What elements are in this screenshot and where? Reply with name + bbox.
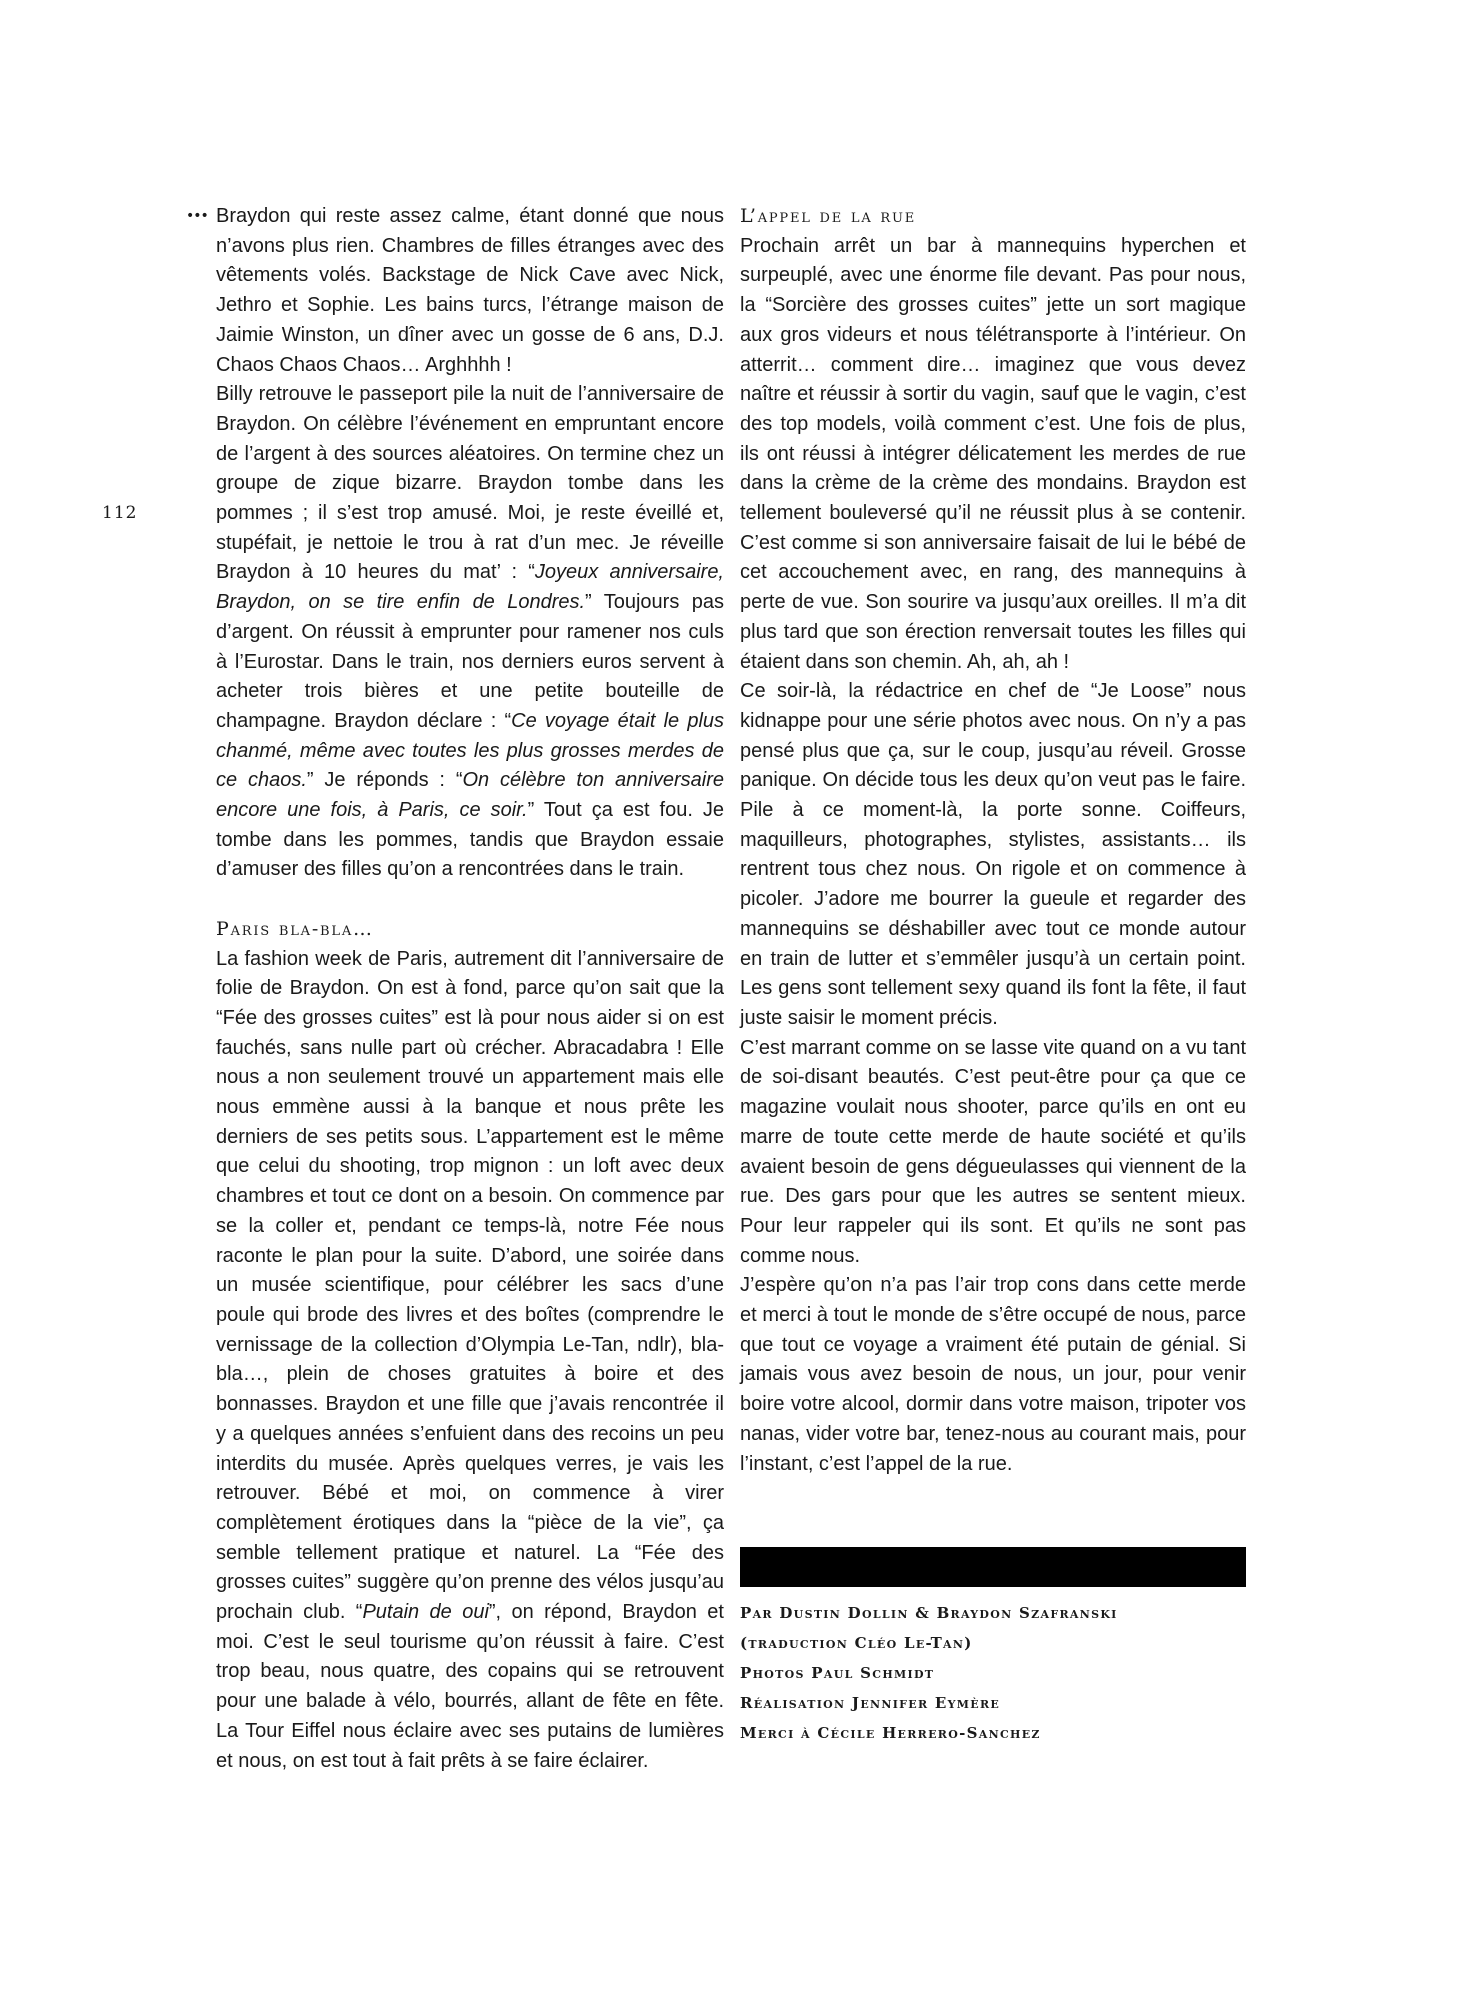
paragraph: Braydon qui reste assez calme, étant donné que nous n’avons plus rien. Chambres de filles étranges avec des vêtements volés. Backstage de Nick Cave avec Nick, Jethro et Sophie. Les bains turcs, l’étrange maison de Jaimie Winston, un dîner avec un gosse de 6 ans, D.J. Chaos Chaos Chaos… Arghhhh ! bbox=[216, 205, 724, 376]
section-heading: L’appel de la rue bbox=[740, 205, 916, 227]
quote: Putain de oui bbox=[362, 1601, 489, 1624]
credit-line: (traduction Cléo Le-Tan) bbox=[740, 1634, 973, 1652]
right-column bbox=[740, 202, 1246, 1479]
continuation-bullets: ••• bbox=[186, 208, 208, 224]
black-separator-bar bbox=[740, 1547, 1246, 1587]
quote: Joyeux anniversaire, Braydon, on se tire enfin de Londres. bbox=[216, 561, 724, 614]
paragraph: Prochain arrêt un bar à mannequins hyperchen et surpeuplé, avec une énorme file devant. Pas pour nous, la “Sorcière des grosses cuites” jette un sort magique aux gros videurs et nous télétransporte à l’intérieur. On atterrit… comment dire… imaginez que vous devez naître et réussir à sortir du vagin, sauf que le vagin, c’est des top models, voilà comment c’est. Une fois de plus, ils ont réussi à intégrer délicatement les merdes de rue dans la crème de la crème des mondains. Braydon est tellement bouleversé qu’il ne réussit plus à se contenir. C’est comme si son anniversaire faisait de lui le bébé de cet accouchement avec, en rang, des mannequins à perte de vue. Son sourire va jusqu’aux oreilles. Il m’a dit plus tard que son érection renversait toutes les filles qui étaient dans son chemin. Ah, ah, ah ! bbox=[740, 234, 1246, 673]
paragraph: C’est marrant comme on se lasse vite quand on a vu tant de soi-disant beautés. C’est peut-être pour ça que ce magazine voulait nous shooter, parce qu’ils en ont eu marre de toute cette merde de haute société et qu’ils avaient besoin de gens dégueulasses qui viennent de la rue. Des gars pour que les autres se sentent mieux. Pour leur rappeler qui ils sont. Et qu’ils ne sont pas comme nous. bbox=[740, 1036, 1246, 1267]
left-column bbox=[186, 202, 725, 1776]
credit-line: Par Dustin Dollin & Braydon Szafranski bbox=[740, 1604, 1118, 1622]
section-heading: Paris bla-bla… bbox=[216, 917, 374, 940]
paragraph: Billy retrouve le passeport pile la nuit de l’anniversaire de Braydon. On célèbre l’événement en empruntant encore de l’argent à des sources aléatoires. On termine chez un groupe de zique bizarre. Braydon tombe dans les pommes ; il s’est trop amusé. Moi, je reste éveillé et, stupéfait, je nettoie le trou à rat d’un mec. Je réveille Braydon à 10 heures du mat’ : “Joyeux anniversaire, Braydon, on se tire enfin de Londres.” Toujours pas d’argent. On réussit à emprunter pour ramener nos culs à l’Eurostar. Dans le train, nos derniers euros servent à acheter trois bières et une petite bouteille de champagne. Braydon déclare : “Ce voyage était le plus chanmé, même avec toutes les plus grosses merdes de ce chaos.” Je réponds : “On célèbre ton anniversaire encore une fois, à Paris, ce soir.” Tout ça est fou. Je tombe dans les pommes, tandis que Braydon essaie d’amuser des filles qu’on a rencontrées dans le train. bbox=[216, 383, 725, 881]
quote: Ce voyage était le plus chanmé, même avec toutes les plus grosses merdes de ce chaos. bbox=[216, 709, 725, 792]
paragraph: Ce soir-là, la rédactrice en chef de “Je Loose” nous kidnappe pour une série photos avec nous. On n’y a pas pensé plus que ça, sur le coup, jusqu’au réveil. Grosse panique. On décide tous les deux qu’on veut pas le faire. Pile à ce moment-là, la porte sonne. Coiffeurs, maquilleurs, photographes, stylistes, assistants… ils rentrent tous chez nous. On rigole et on commence à picoler. J’adore me bourrer la gueule et regarder des mannequins se déshabiller avec tout ce monde autour en train de lutter et s’emmêler jusqu’à un certain point. Les gens sont tellement sexy quand ils font la fête, il faut juste saisir le moment précis. bbox=[740, 680, 1246, 1029]
paragraph: J’espère qu’on n’a pas l’air trop cons dans cette merde et merci à tout le monde de s’être occupé de nous, parce que tout ce voyage a vraiment été putain de génial. Si jamais vous avez besoin de nous, un jour, pour venir boire votre alcool, dormir dans votre maison, tripoter vos nanas, vider votre bar, tenez-nous au courant mais, pour l’instant, c’est l’appel de la rue. bbox=[740, 1274, 1246, 1475]
credits bbox=[740, 1598, 1118, 1748]
quote: On célèbre ton anniversaire encore une fois, à Paris, ce soir. bbox=[216, 769, 724, 822]
credit-line: Réalisation Jennifer Eymère bbox=[740, 1694, 1001, 1712]
page-number: 112 bbox=[102, 503, 138, 523]
credit-line: Photos Paul Schmidt bbox=[740, 1664, 935, 1682]
credit-line: Merci à Cécile Herrero-Sanchez bbox=[740, 1724, 1041, 1742]
paragraph: La fashion week de Paris, autrement dit l’anniversaire de folie de Braydon. On est à fond, parce qu’on sait que la “Fée des grosses cuites” est là pour nous aider si on est fauchés, sans nulle part où crécher. Abracadabra ! Elle nous a non seulement trouvé un appartement mais elle nous emmène aussi à la banque et nous prête les derniers de ses petits sous. L’appartement est le même que celui du shooting, trop mignon : un loft avec deux chambres et tout ce dont on a besoin. On commence par se la coller et, pendant ce temps-là, notre Fée nous raconte le plan pour la suite. D’abord, une soirée dans un musée scientifique, pour célébrer les sacs d’une poule qui brode des livres et des boîtes (comprendre le vernissage de la collection d’Olympia Le-Tan, ndlr), bla-bla…, plein de choses gratuites à boire et des bonnasses. Braydon et une fille que j’avais rencontrée il y a quelques années s’enfuient dans des recoins un peu interdits du musée. Après quelques verres, je vais les retrouver. Bébé et moi, on commence à virer complètement érotiques dans la “pièce de la vie”, ça semble tellement pratique et naturel. La “Fée des grosses cuites” suggère qu’on prenne des vélos jusqu’au prochain club. “Putain de oui”, on répond, Braydon et moi. C’est le seul tourisme qu’on réussit à faire. C’est trop beau, nous quatre, des copains qui se retrouvent pour une balade à vélo, bourrés, allant de fête en fête. La Tour Eiffel nous éclaire avec ses putains de lumières et nous, on est tout à fait prêts à se faire éclairer. bbox=[216, 947, 724, 1772]
